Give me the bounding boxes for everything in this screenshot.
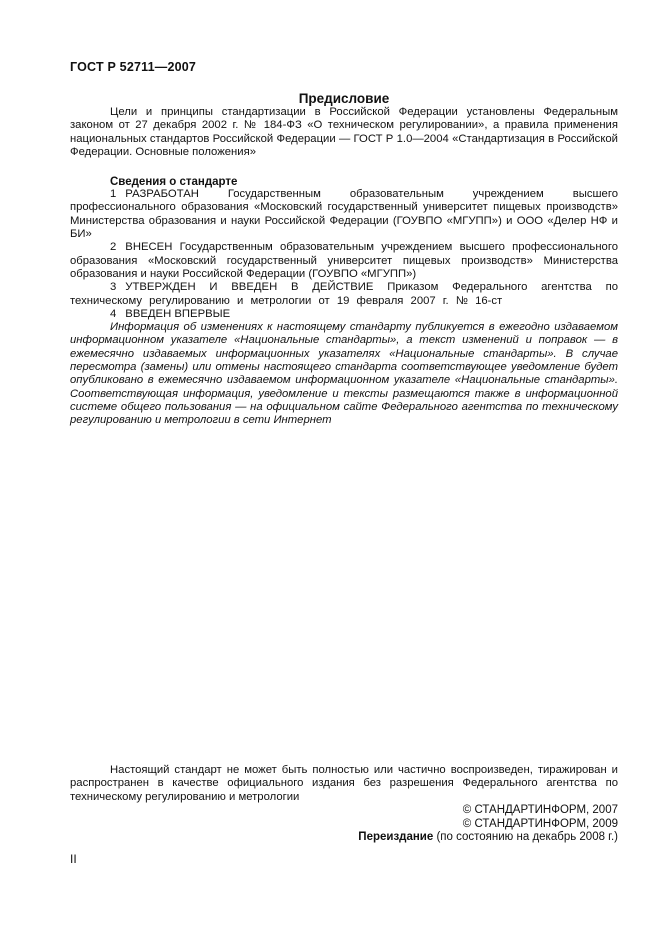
item-text: УТВЕРЖДЕН И ВВЕДЕН В ДЕЙСТВИЕ Приказом Федерального агентства по техническому регулированию и метрологии от 19 февраля 2007 г. № 16-ст bbox=[70, 281, 618, 307]
reproduction-restriction-paragraph: Настоящий стандарт не может быть полностью или частично воспроизведен, тиражирован и распространен в качестве официального издания без разрешения Федерального агентства по техническому регулированию и метрологии bbox=[70, 764, 618, 803]
copyright-line-2009: © СТАНДАРТИНФОРМ, 2009 bbox=[462, 817, 618, 830]
bottom-group bbox=[70, 764, 618, 936]
doc-code: ГОСТ Р 52711—2007 bbox=[70, 60, 197, 74]
standard-info-heading: Сведения о стандарте bbox=[110, 176, 238, 189]
page-number: II bbox=[70, 852, 77, 866]
copyright-block bbox=[70, 804, 618, 845]
change-notice-paragraph: Информация об изменениях к настоящему стандарту публикуется в ежегодно издаваемом информационном указателе «Национальные стандарты», а текст изменений и поправок — в ежемесячно издаваемых информационных указателях «Национальные стандарты». В случае пересмотра (замены) или отмены настоящего стандарта соответствующее уведомление будет опубликовано в ежемесячно издаваемом информационном указателе «Национальные стандарты». Соответствующая информация, уведомление и тексты размещаются также в информационной системе общего пользования — на официальном сайте Федерального агентства по техническому регулированию и метрологии в сети Интернет bbox=[70, 321, 618, 427]
reissue-rest: (по состоянию на декабрь 2008 г.) bbox=[433, 831, 618, 844]
item-number: 3 bbox=[110, 281, 117, 294]
item-number: 4 bbox=[110, 307, 117, 320]
standard-item-4 bbox=[70, 308, 618, 321]
item-text: РАЗРАБОТАН Государственным образовательным учреждением высшего профессионального образования «Московский государственный университет пищевых производств» Министерства образования и науки Российской Федерации (ГОУВПО «МГУПП») и ООО «Делер НФ и БИ» bbox=[70, 188, 618, 241]
reissue-label: Переиздание bbox=[358, 831, 434, 844]
item-number: 2 bbox=[110, 241, 117, 254]
standard-item-1 bbox=[70, 188, 618, 241]
item-number: 1 bbox=[110, 188, 117, 201]
item-text: ВВЕДЕН ВПЕРВЫЕ bbox=[125, 307, 231, 320]
reissue-line bbox=[70, 831, 618, 845]
standard-item-3 bbox=[70, 281, 618, 308]
copyright-line-2007: © СТАНДАРТИНФОРМ, 2007 bbox=[462, 803, 618, 816]
page-title: Предисловие bbox=[298, 91, 390, 106]
item-text: ВНЕСЕН Государственным образовательным учреждением высшего профессионального образования «Московский государственный университет пищевых производств» Министерства образования и науки Российской Федерации (ГОУВПО «МГУПП») bbox=[70, 241, 618, 280]
intro-paragraph: Цели и принципы стандартизации в Российской Федерации установлены Федеральным законом от 27 декабря 2002 г. № 184-ФЗ «О техническом регулировании», а правила применения национальных стандартов Российской Федерации — ГОСТ Р 1.0—2004 «Стандартизация в Российской Федерации. Основные положения» bbox=[70, 106, 618, 158]
standard-item-2 bbox=[70, 241, 618, 281]
